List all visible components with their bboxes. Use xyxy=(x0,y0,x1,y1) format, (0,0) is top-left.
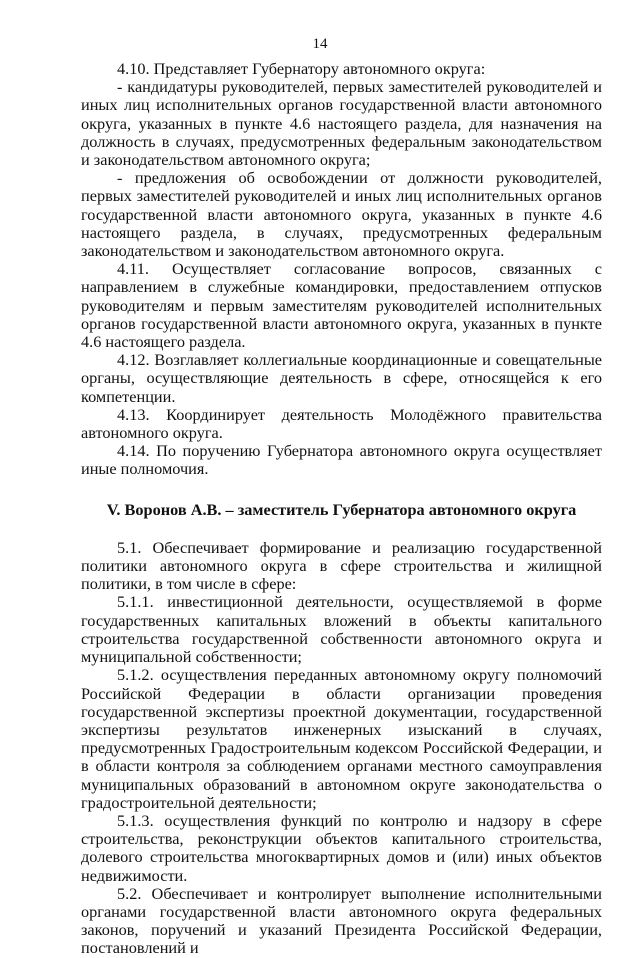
paragraph-4-11: 4.11. Осуществляет согласование вопросов, связанных с направлением в служебные командировки, предоставлением отпусков руководителям и первым заместителям руководителей исполнительных органов государственной власти автономного округа, указанных в пункте 4.6 настоящего раздела. xyxy=(81,259,602,352)
paragraph-5-1-2: 5.1.2. осуществления переданных автономному округу полномочий Российской Федерации в области организации проведения государственной экспертизы проектной документации, государственной экспертизы результатов инженерных изысканий в случаях, предусмотренных Градостроительным кодексом Российской Федерации, и в области контроля за соблюдением органами местного самоуправления муниципальных образований в автономном округе законодательства о градостроительной деятельности; xyxy=(81,665,602,812)
paragraph-5-1-1: 5.1.1. инвестиционной деятельности, осуществляемой в форме государственных капитальных вложений в объекты капитального строительства государственной собственности автономного округа и муниципальной собственности; xyxy=(81,592,602,667)
spacer xyxy=(81,479,602,501)
page-number: 14 xyxy=(312,36,328,52)
paragraph-4-12: 4.12. Возглавляет коллегиальные координационные и совещательные органы, осуществляющие деятельность в сфере, относящейся к его компетенции. xyxy=(81,350,602,406)
spacer xyxy=(81,519,602,539)
paragraph-candidates: - кандидатуры руководителей, первых заместителей руководителей и иных лиц исполнительных органов государственной власти автономного округа, указанных в пункте 4.6 настоящего раздела, для назначения на должность в случаях, предусмотренных федеральным законодательством и законодательством автономного округа; xyxy=(81,77,602,170)
paragraph-4-13: 4.13. Координирует деятельность Молодёжного правительства автономного округа. xyxy=(81,404,602,443)
paragraph-4-14: 4.14. По поручению Губернатора автономного округа осуществляет иные полномочия. xyxy=(81,441,602,479)
section-heading: V. Воронов А.В. – заместитель Губернатора автономного округа xyxy=(106,499,577,519)
document-body xyxy=(81,60,602,958)
paragraph-5-1: 5.1. Обеспечивает формирование и реализацию государственной политики автономного округа в сфере строительства и жилищной политики, в том числе в сфере: xyxy=(81,537,602,594)
paragraph-5-2: 5.2. Обеспечивает и контролирует выполнение исполнительными органами государственной власти автономного округа федеральных законов, поручений и указаний Президента Российской Федерации, постановлений и xyxy=(81,883,602,958)
paragraph-5-1-3: 5.1.3. осуществления функций по контролю и надзору в сфере строительства, реконструкции объектов капитального строительства, долевого строительства многоквартирных домов и (или) иных объектов недвижимости. xyxy=(81,810,602,885)
paragraph-dismissal: - предложения об освобождении от должности руководителей, первых заместителей руководителей и иных лиц исполнительных органов государственной власти автономного округа, указанных в пункте 4.6 настоящего раздела, в случаях, предусмотренных федеральным законодательством и законодательством автономного округа. xyxy=(81,168,602,261)
paragraph-4-10: 4.10. Представляет Губернатору автономного округа: xyxy=(117,59,486,78)
